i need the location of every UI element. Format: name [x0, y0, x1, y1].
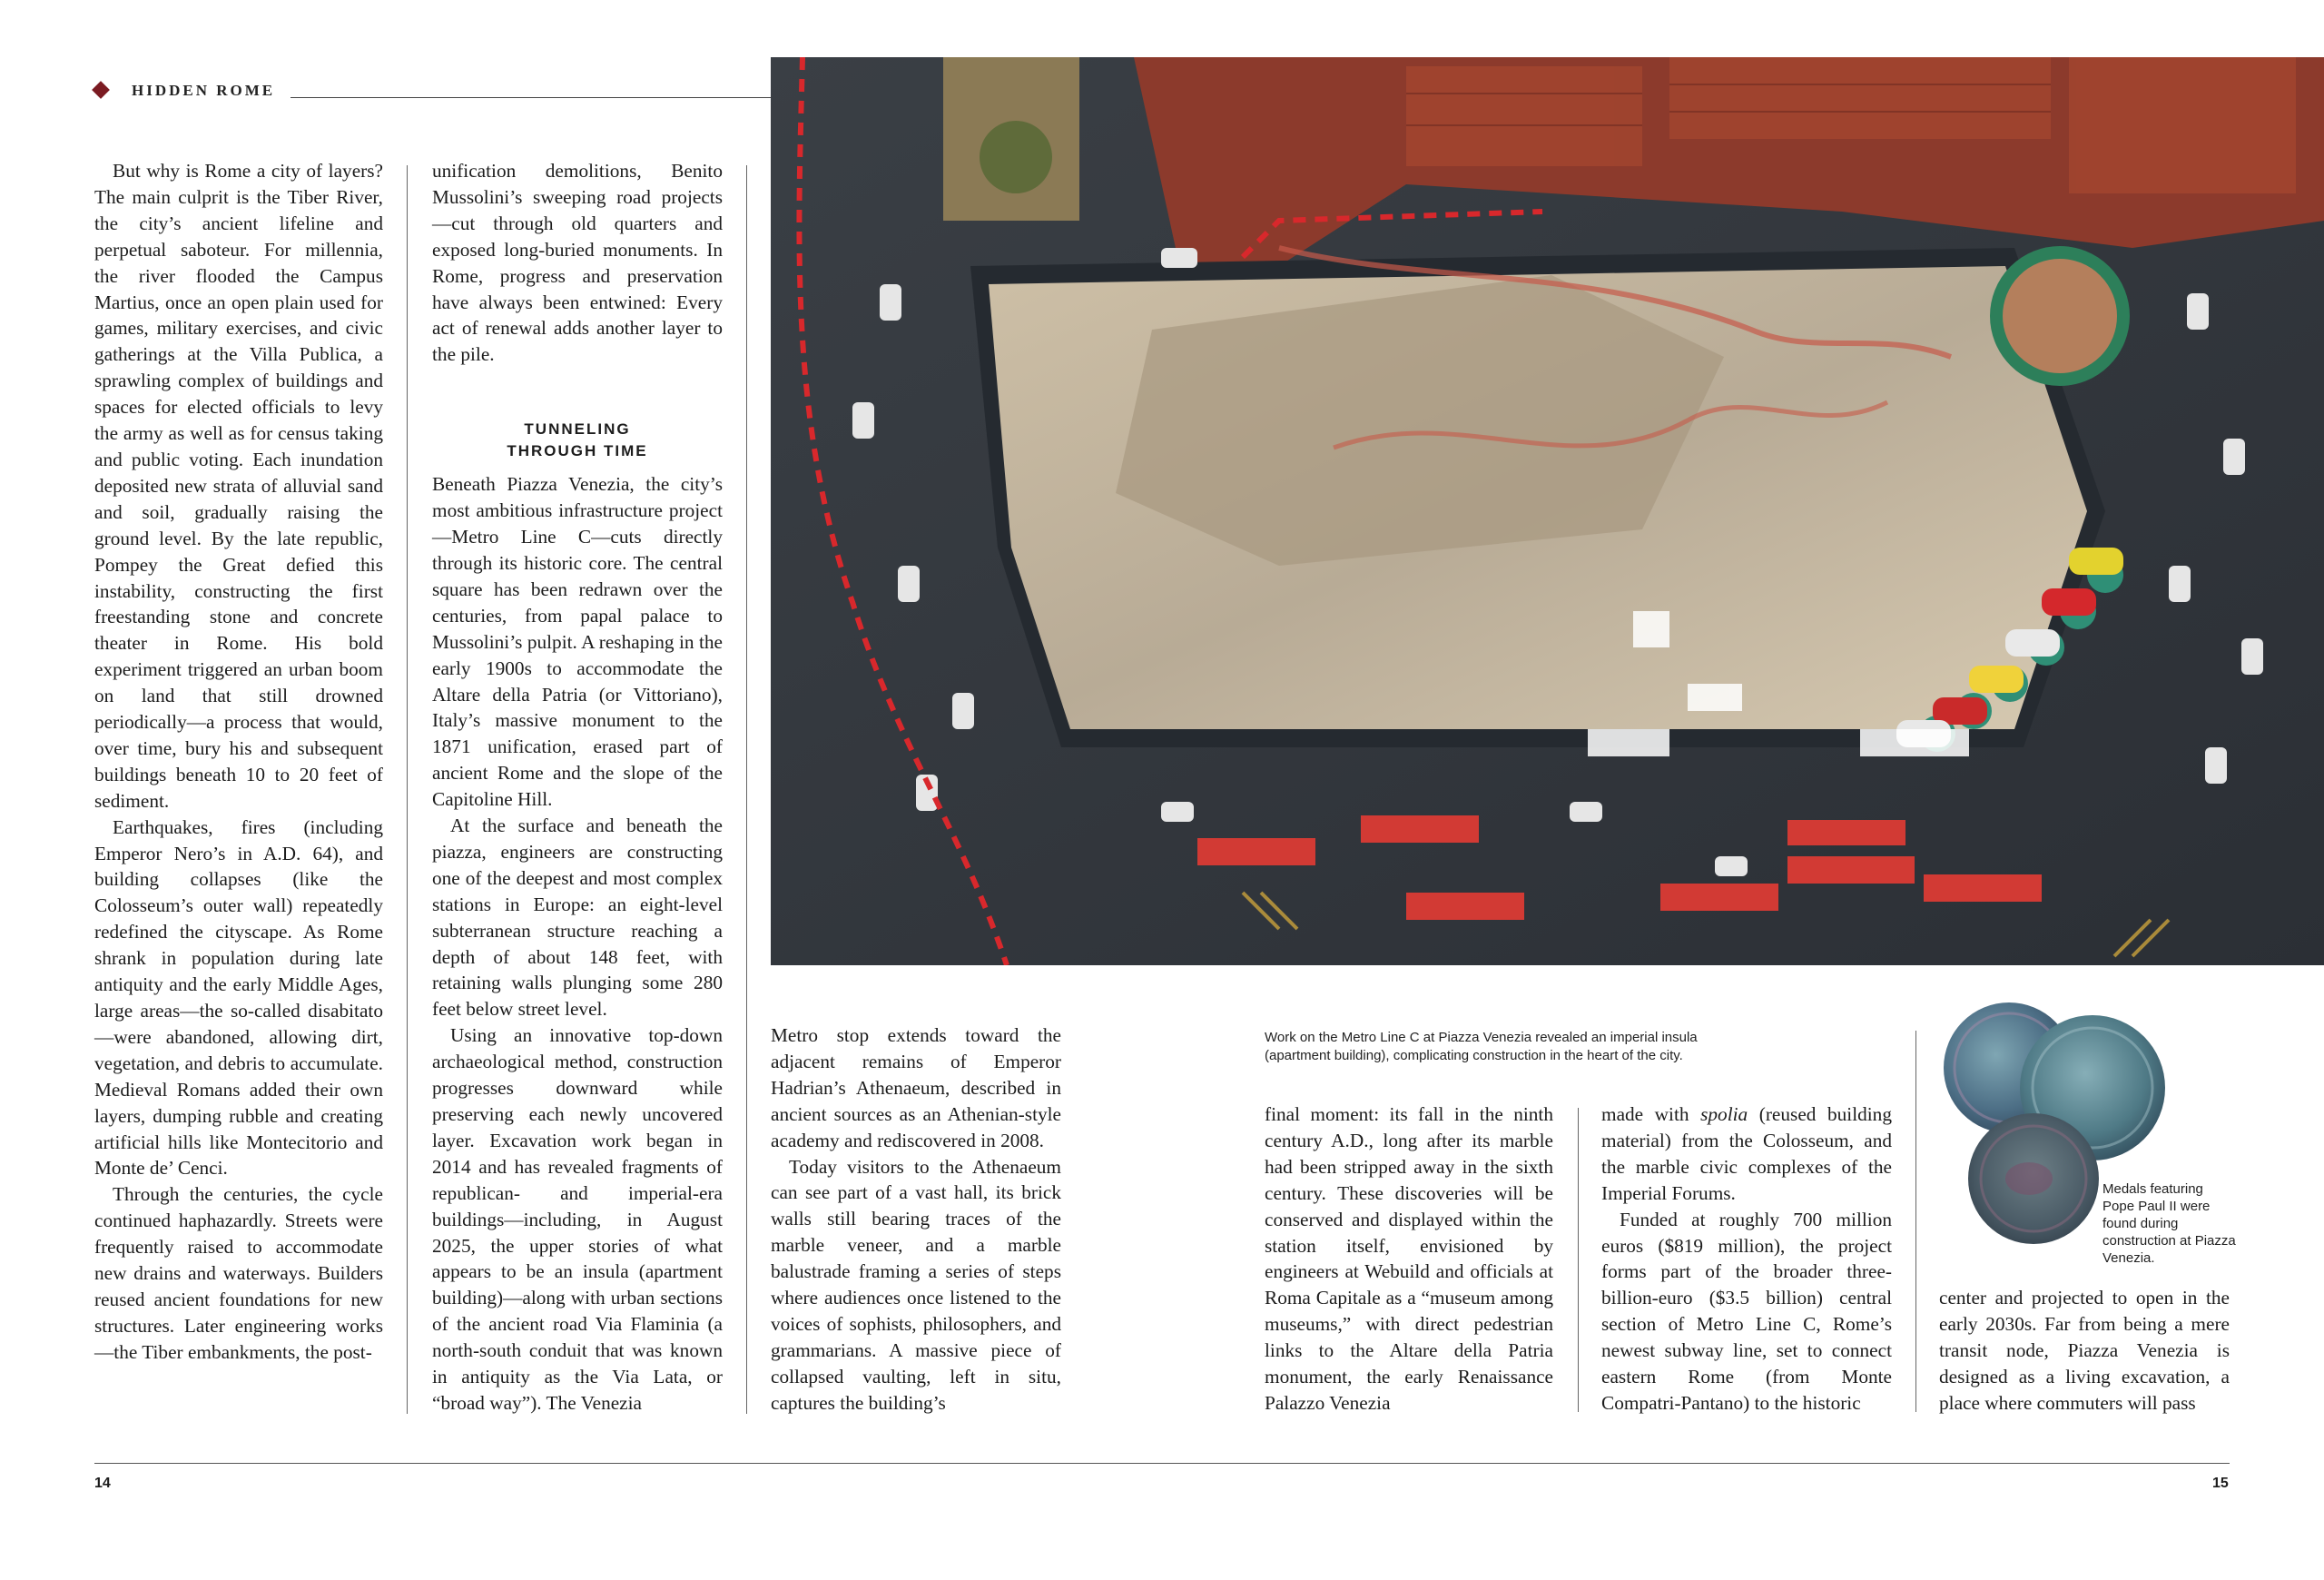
footer-rule — [94, 1463, 2230, 1464]
page-number-left: 14 — [94, 1476, 111, 1491]
col2-paragraph-2: At the surface and beneath the piazza, engineers are constructing one of the deepest and most complex stations in Europe: an eight-level subterranean structure reaching a depth of about 148 feet, with retaining walls plunging some 280 feet below street level. — [432, 815, 723, 1021]
header-rule — [290, 97, 772, 98]
subhead — [432, 419, 723, 462]
col2-intro: unification demolitions, Benito Mussolini’s sweeping road projects—cut through old quarters and exposed long-buried monuments. In Rome, progress and preservation have always been entwined: Every act of renewal adds another layer to the pile. — [432, 160, 723, 366]
page-number-right: 15 — [2212, 1476, 2229, 1491]
column-rule-1 — [407, 165, 408, 1414]
col4-paragraph-1: final moment: its fall in the ninth century A.D., long after its marble had been stripped away in the sixth century. These discoveries will be conserved and displayed within the station itself, envisioned by engineers at Webuild and officials at Roma Capitale as a “museum among museums,” with direct pedestrian links to the Altare della Patria monument, the early Renaissance Palazzo Venezia — [1265, 1103, 1553, 1414]
col2-paragraph-1: Beneath Piazza Venezia, the city’s most ambitious infrastructure project—Metro Line C—cuts directly through its historic core. The central square has been redrawn over the centuries, from papal palace to Mussolini’s pulpit. A reshaping in the early 1900s to accommodate the Altare della Patria (or Vittoriano), Italy’s massive monument to the 1871 unification, erased part of ancient Rome and the slope of the Capitoline Hill. — [432, 473, 723, 811]
col5-text-b: (reused building material) from the Colosseum, and the marble civic complexes of the Imperial Forums. — [1601, 1103, 1892, 1204]
col5-paragraph-2: Funded at roughly 700 million euros ($819 million), the project forms part of the broader three-billion-euro ($3.5 billion) central section of Metro Line C, Rome’s newest subway line, set to connect eastern Rome (from Monte Compatri-Pantano) to the historic — [1601, 1208, 1892, 1414]
subhead-line-1: TUNNELING — [524, 420, 631, 439]
col2-paragraph-3: Using an innovative top-down archaeological method, construction progresses downward while preserving each newly uncovered layer. Excavation work began in 2014 and has revealed fragments of republican- and imperial-era buildings—including, in August 2025, the upper stories of what appears to be an insula (apartment building)—along with urban sections of the ancient road Via Flaminia (a north-south conduit that was known in antiquity as the Via Lata, or “broad way”). The Venezia — [432, 1024, 723, 1414]
col1-paragraph-1: But why is Rome a city of layers? The main culprit is the Tiber River, the city’s ancient lifeline and perpetual saboteur. For millennia, the river flooded the Campus Martius, once an open plain used for games, military exercises, and civic gatherings at the Villa Publica, a sprawling complex of buildings and spaces for elected officials to levy the army as well as for census taking and public voting. Each inundation deposited new strata of alluvial sand and soil, gradually raising the ground level. By the late republic, Pompey the Great defied this instability, constructing the first freestanding stone and concrete theater in Rome. His bold experiment triggered an urban boom on land that still drowned periodically—a process that would, over time, bury his and subsequent buildings beneath 10 to 20 feet of sediment. — [94, 160, 383, 812]
col5-italic-term: spolia — [1700, 1103, 1748, 1125]
medals-caption: Medals featuring Pope Paul II were found during construction at Piazza Venezia. — [2102, 1181, 2236, 1266]
photo-caption — [1265, 1029, 1809, 1065]
col5-paragraph-1 — [1601, 1101, 1892, 1207]
aerial-photo-illustration — [771, 57, 2324, 965]
photo-caption-line-2: (apartment building), complicating construction in the heart of the city. — [1265, 1048, 1683, 1063]
column-2 — [432, 158, 723, 1417]
col6-paragraph-1: center and projected to open in the early 2030s. Far from being a mere transit node, Piazza Venezia is designed as a living excavation, a place where commuters will pass — [1939, 1287, 2230, 1414]
column-rule-2 — [746, 165, 747, 1414]
column-rule-4 — [1578, 1108, 1579, 1412]
column-1 — [94, 158, 383, 1366]
column-3 — [771, 1022, 1061, 1417]
section-title: HIDDEN ROME — [132, 82, 276, 99]
col3-paragraph-2: Today visitors to the Athenaeum can see part of a vast hall, its brick walls still bearing traces of the marble veneer, and a marble balustrade framing a series of steps where audiences once listened to the voices of sophists, philosophers, and grammarians. A massive piece of collapsed vaulting, left in situ, captures the building’s — [771, 1155, 1061, 1414]
section-diamond-icon — [92, 81, 110, 99]
column-5 — [1601, 1101, 1892, 1417]
column-4 — [1265, 1101, 1553, 1417]
photo-caption-line-1: Work on the Metro Line C at Piazza Venezia revealed an imperial insula — [1265, 1030, 1698, 1045]
column-rule-5 — [1915, 1031, 1916, 1412]
aerial-photo — [771, 57, 2324, 965]
col1-paragraph-3: Through the centuries, the cycle continued haphazardly. Streets were frequently raised to accommodate new drains and waterways. Builders reused ancient foundations for new structures. Later engineering works—the Tiber embankments, the post- — [94, 1183, 383, 1363]
col3-paragraph-1: Metro stop extends toward the adjacent remains of Emperor Hadrian’s Athenaeum, described in ancient sources as an Athenian-style academy and rediscovered in 2008. — [771, 1024, 1061, 1151]
col5-text-a: made with — [1601, 1103, 1701, 1125]
column-6 — [1939, 1285, 2230, 1417]
subhead-line-2: THROUGH TIME — [507, 442, 648, 460]
col1-paragraph-2: Earthquakes, fires (including Emperor Nero’s in A.D. 64), and building collapses (like the Colosseum’s outer wall) repeatedly redefined the cityscape. As Rome shrank in population during late antiquity and the early Middle Ages, large areas—the so-called disabitato—were abandoned, allowing dirt, vegetation, and debris to accumulate. Medieval Romans added their own layers, dumping rubble and creating artificial hills like Montecitorio and Monte de’ Cenci. — [94, 815, 383, 1180]
